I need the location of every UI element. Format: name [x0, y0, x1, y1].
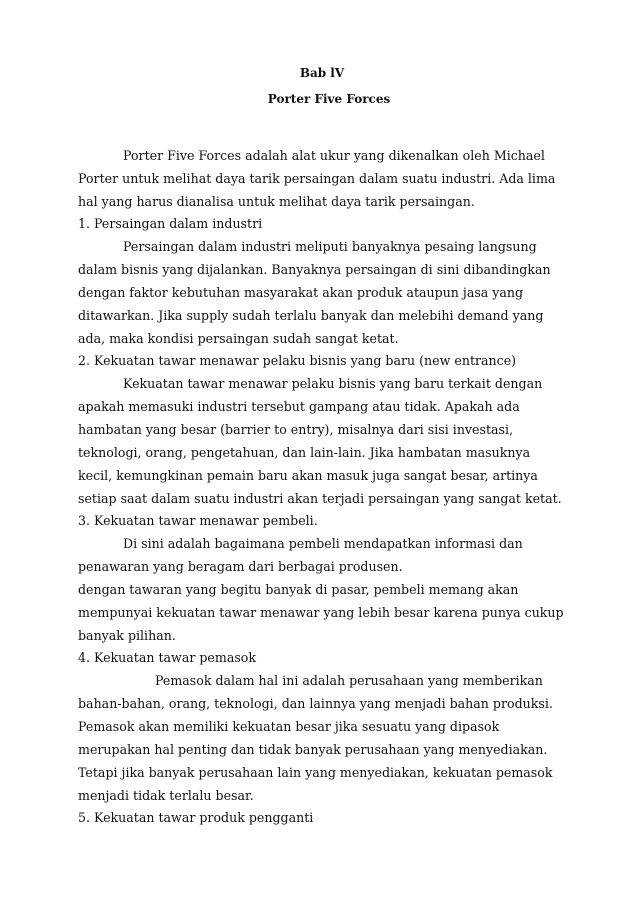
paragraph-line: dengan tawaran yang begitu banyak di pasar, pembeli memang akan [78, 582, 519, 597]
paragraph-line: Di sini adalah bagaimana pembeli mendapatkan informasi dan [123, 536, 523, 551]
section-heading: 5. Kekuatan tawar produk pengganti [78, 810, 314, 825]
intro-line: Porter Five Forces adalah alat ukur yang dikenalkan oleh Michael [123, 148, 545, 163]
chapter-title: Porter Five Forces [267, 92, 391, 106]
section-heading: 1. Persaingan dalam industri [78, 216, 263, 231]
chapter-number: Bab lV [299, 66, 345, 80]
section-heading: 2. Kekuatan tawar menawar pelaku bisnis yang baru (new entrance) [78, 353, 517, 368]
paragraph-line: mempunyai kekuatan tawar menawar yang lebih besar karena punya cukup [78, 605, 564, 620]
paragraph-line: kecil, kemungkinan pemain baru akan masuk juga sangat besar, artinya [78, 468, 538, 483]
paragraph-line: penawaran yang beragam dari berbagai produsen. [78, 559, 403, 574]
paragraph-line: bahan-bahan, orang, teknologi, dan lainnya yang menjadi bahan produksi. [78, 696, 553, 711]
paragraph-line: apakah memasuki industri tersebut gampang atau tidak. Apakah ada [78, 399, 520, 414]
paragraph-line: Tetapi jika banyak perusahaan lain yang menyediakan, kekuatan pemasok [78, 765, 553, 780]
paragraph-line: Pemasok akan memiliki kekuatan besar jika sesuatu yang dipasok [78, 719, 500, 734]
section-heading: 3. Kekuatan tawar menawar pembeli. [78, 513, 318, 528]
paragraph-line: dalam bisnis yang dijalankan. Banyaknya persaingan di sini dibandingkan [78, 262, 551, 277]
paragraph-line: ditawarkan. Jika supply sudah terlalu banyak dan melebihi demand yang [78, 308, 544, 323]
paragraph-line: Persaingan dalam industri meliputi banyaknya pesaing langsung [123, 239, 537, 254]
paragraph-line: menjadi tidak terlalu besar. [78, 788, 254, 803]
paragraph-line: merupakan hal penting dan tidak banyak perusahaan yang menyediakan. [78, 742, 548, 757]
paragraph-line: Pemasok dalam hal ini adalah perusahaan yang memberikan [155, 673, 543, 688]
paragraph-line: hambatan yang besar (barrier to entry), misalnya dari sisi investasi, [78, 422, 514, 437]
section-heading: 4. Kekuatan tawar pemasok [78, 650, 256, 665]
paragraph-line: Kekuatan tawar menawar pelaku bisnis yang baru terkait dengan [123, 376, 543, 391]
intro-line: Porter untuk melihat daya tarik persaingan dalam suatu industri. Ada lima [78, 171, 556, 186]
paragraph-line: banyak pilihan. [78, 628, 176, 643]
paragraph-line: teknologi, orang, pengetahuan, dan lain-lain. Jika hambatan masuknya [78, 445, 531, 460]
paragraph-line: ada, maka kondisi persaingan sudah sangat ketat. [78, 331, 399, 346]
intro-line: hal yang harus dianalisa untuk melihat daya tarik persaingan. [78, 194, 475, 209]
paragraph-line: setiap saat dalam suatu industri akan terjadi persaingan yang sangat ketat. [78, 491, 562, 506]
paragraph-line: dengan faktor kebutuhan masyarakat akan produk ataupun jasa yang [78, 285, 524, 300]
